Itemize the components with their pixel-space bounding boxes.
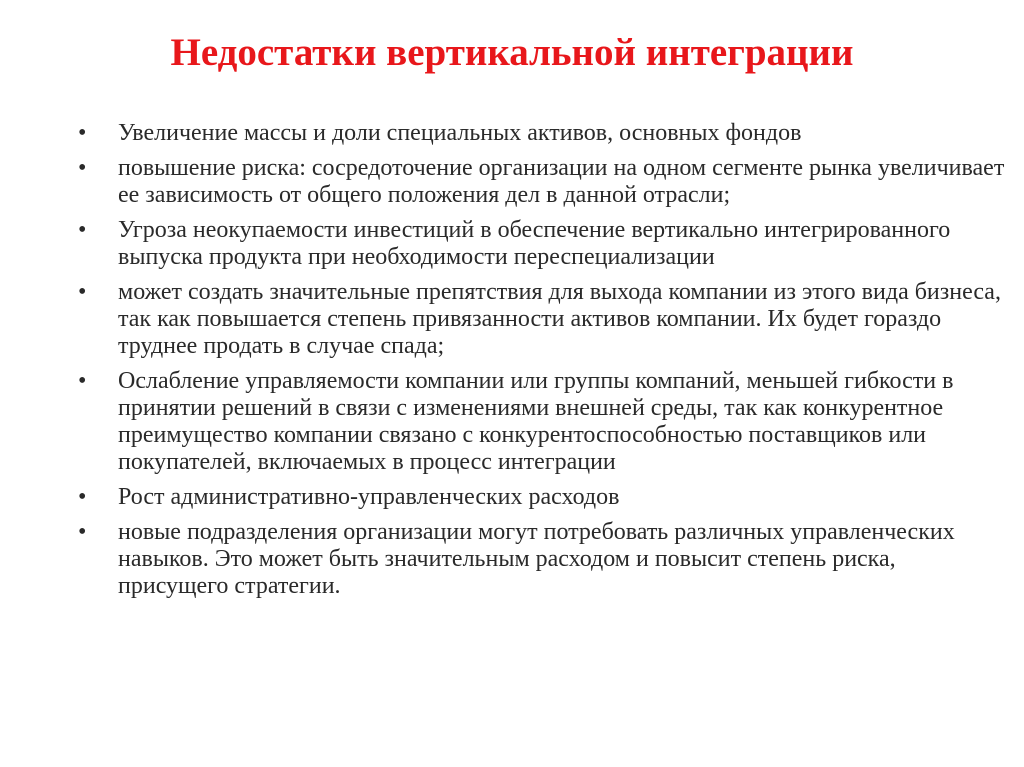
bullet-text: Угроза неокупаемости инвестиций в обеспечение вертикально интегрированного выпуска продукта при необходимости переспециализации	[118, 217, 951, 270]
bullet-text: Увеличение массы и доли специальных активов, основных фондов	[118, 120, 802, 146]
bullet-item	[70, 120, 1005, 147]
bullet-item	[70, 155, 1005, 209]
bullet-text: Ослабление управляемости компании или группы компаний, меньшей гибкости в принятии решений в связи с изменениями внешней среды, так как конкурентное преимущество компании связано с конкурентоспособностью поставщиков или покупателей, включаемых в процесс интеграции	[118, 368, 954, 475]
bullet-text: может создать значительные препятствия для выхода компании из этого вида бизнеса, так как повышается степень привязанности активов компании. Их будет гораздо труднее продать в случае спада;	[118, 279, 1001, 359]
bullet-item	[70, 519, 1005, 600]
bullet-item	[70, 217, 1005, 271]
slide-title: Недостатки вертикальной интеграции	[170, 31, 854, 74]
bullet-text: повышение риска: сосредоточение организации на одном сегменте рынка увеличивает ее зависимость от общего положения дел в данной отрасли;	[118, 155, 1005, 208]
bullet-text: Рост административно-управленческих расходов	[118, 484, 620, 510]
bullet-text: новые подразделения организации могут потребовать различных управленческих навыков. Это может быть значительным расходом и повысит степень риска, присущего стратегии.	[118, 519, 955, 599]
bullet-item	[70, 279, 1005, 360]
bullet-icon: •	[78, 368, 87, 394]
bullet-icon: •	[78, 120, 87, 146]
bullet-icon: •	[78, 217, 87, 243]
bullet-icon: •	[78, 484, 87, 510]
bullet-item	[70, 368, 1005, 476]
bullet-icon: •	[78, 519, 87, 545]
bullet-item	[70, 484, 1005, 511]
bullet-icon: •	[78, 279, 87, 305]
bullet-list	[70, 120, 1005, 608]
bullet-icon: •	[78, 155, 87, 181]
